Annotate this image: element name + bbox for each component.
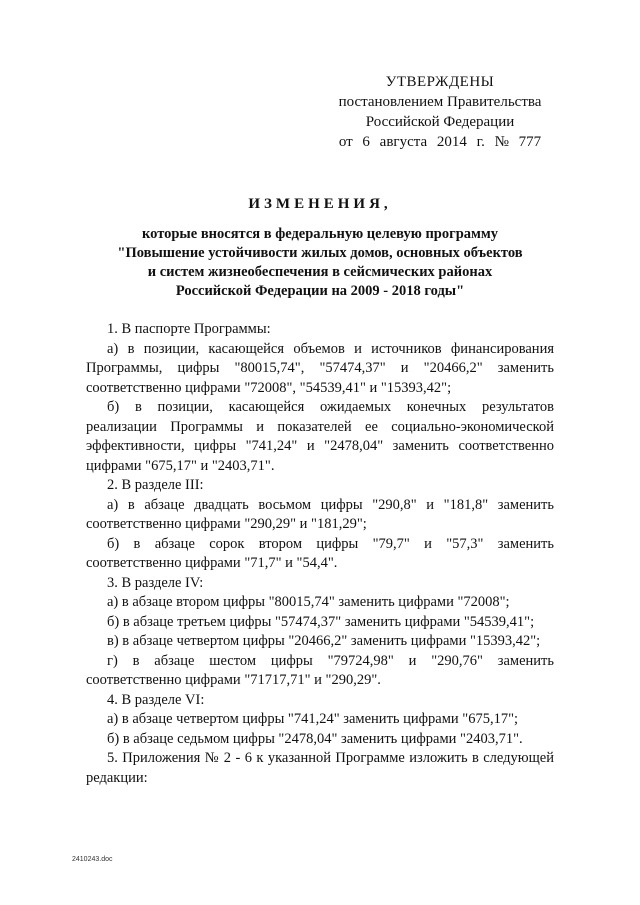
paragraph: г) в абзаце шестом цифры "79724,98" и "290,76" заменить соответственно цифрами "71717,71" и "290,29". bbox=[86, 652, 554, 688]
subtitle-line: Российской Федерации на 2009 - 2018 годы" bbox=[175, 283, 465, 299]
file-name-footer: 2410243.doc bbox=[72, 856, 113, 863]
paragraph: а) в абзаце двадцать восьмом цифры "290,8" и "181,8" заменить соответственно цифрами "290,29" и "181,29"; bbox=[86, 496, 554, 532]
paragraph: а) в позиции, касающейся объемов и источников финансирования Программы, цифры "80015,74", "57474,37" и "20466,2" заменить соответственно цифрами "72008", "54539,41" и "15393,42"; bbox=[86, 340, 554, 396]
paragraph: в) в абзаце четвертом цифры "20466,2" заменить цифрами "15393,42"; bbox=[107, 633, 541, 649]
section-heading: 2. В разделе III: bbox=[107, 477, 204, 493]
approval-line-country: Российской Федерации bbox=[365, 114, 515, 130]
paragraph: б) в позиции, касающейся ожидаемых конечных результатов реализации Программы и показателей ее социально-экономической эффективности, цифры "741,24" и "2478,04" заменить соответственно цифрами "675,17" и "2403,71". bbox=[86, 399, 554, 474]
paragraph: б) в абзаце третьем цифры "57474,37" заменить цифрами "54539,41"; bbox=[107, 613, 535, 630]
section-heading: 3. В разделе IV: bbox=[107, 574, 204, 591]
paragraph: б) в абзаце седьмом цифры "2478,04" заменить цифрами "2403,71". bbox=[107, 730, 523, 747]
approval-line-date-number: от 6 августа 2014 г. № 777 bbox=[338, 134, 542, 150]
section-heading: 4. В разделе VI: bbox=[107, 691, 205, 708]
approval-line-resolution: постановлением Правительства bbox=[338, 94, 542, 110]
paragraph: а) в абзаце втором цифры "80015,74" заменить цифрами "72008"; bbox=[107, 594, 510, 610]
paragraph: б) в абзаце сорок втором цифры "79,7" и "57,3" заменить соответственно цифрами "71,7" и "54,4". bbox=[86, 535, 554, 571]
subtitle-line: "Повышение устойчивости жилых домов, основных объектов bbox=[117, 245, 523, 261]
subtitle-line: которые вносятся в федеральную целевую программу bbox=[141, 226, 499, 242]
approval-heading: УТВЕРЖДЕНЫ bbox=[385, 74, 495, 90]
section-heading: 1. В паспорте Программы: bbox=[107, 321, 271, 337]
document-title: ИЗМЕНЕНИЯ, bbox=[248, 196, 392, 212]
approval-block bbox=[335, 72, 545, 152]
document-body bbox=[86, 320, 554, 788]
paragraph: а) в абзаце четвертом цифры "741,24" заменить цифрами "675,17"; bbox=[107, 711, 519, 727]
paragraph: 5. Приложения № 2 - 6 к указанной Программе изложить в следующей редакции: bbox=[86, 750, 554, 786]
subtitle-line: и систем жизнеобеспечения в сейсмических районах bbox=[147, 264, 493, 280]
document-subtitle bbox=[80, 225, 560, 301]
